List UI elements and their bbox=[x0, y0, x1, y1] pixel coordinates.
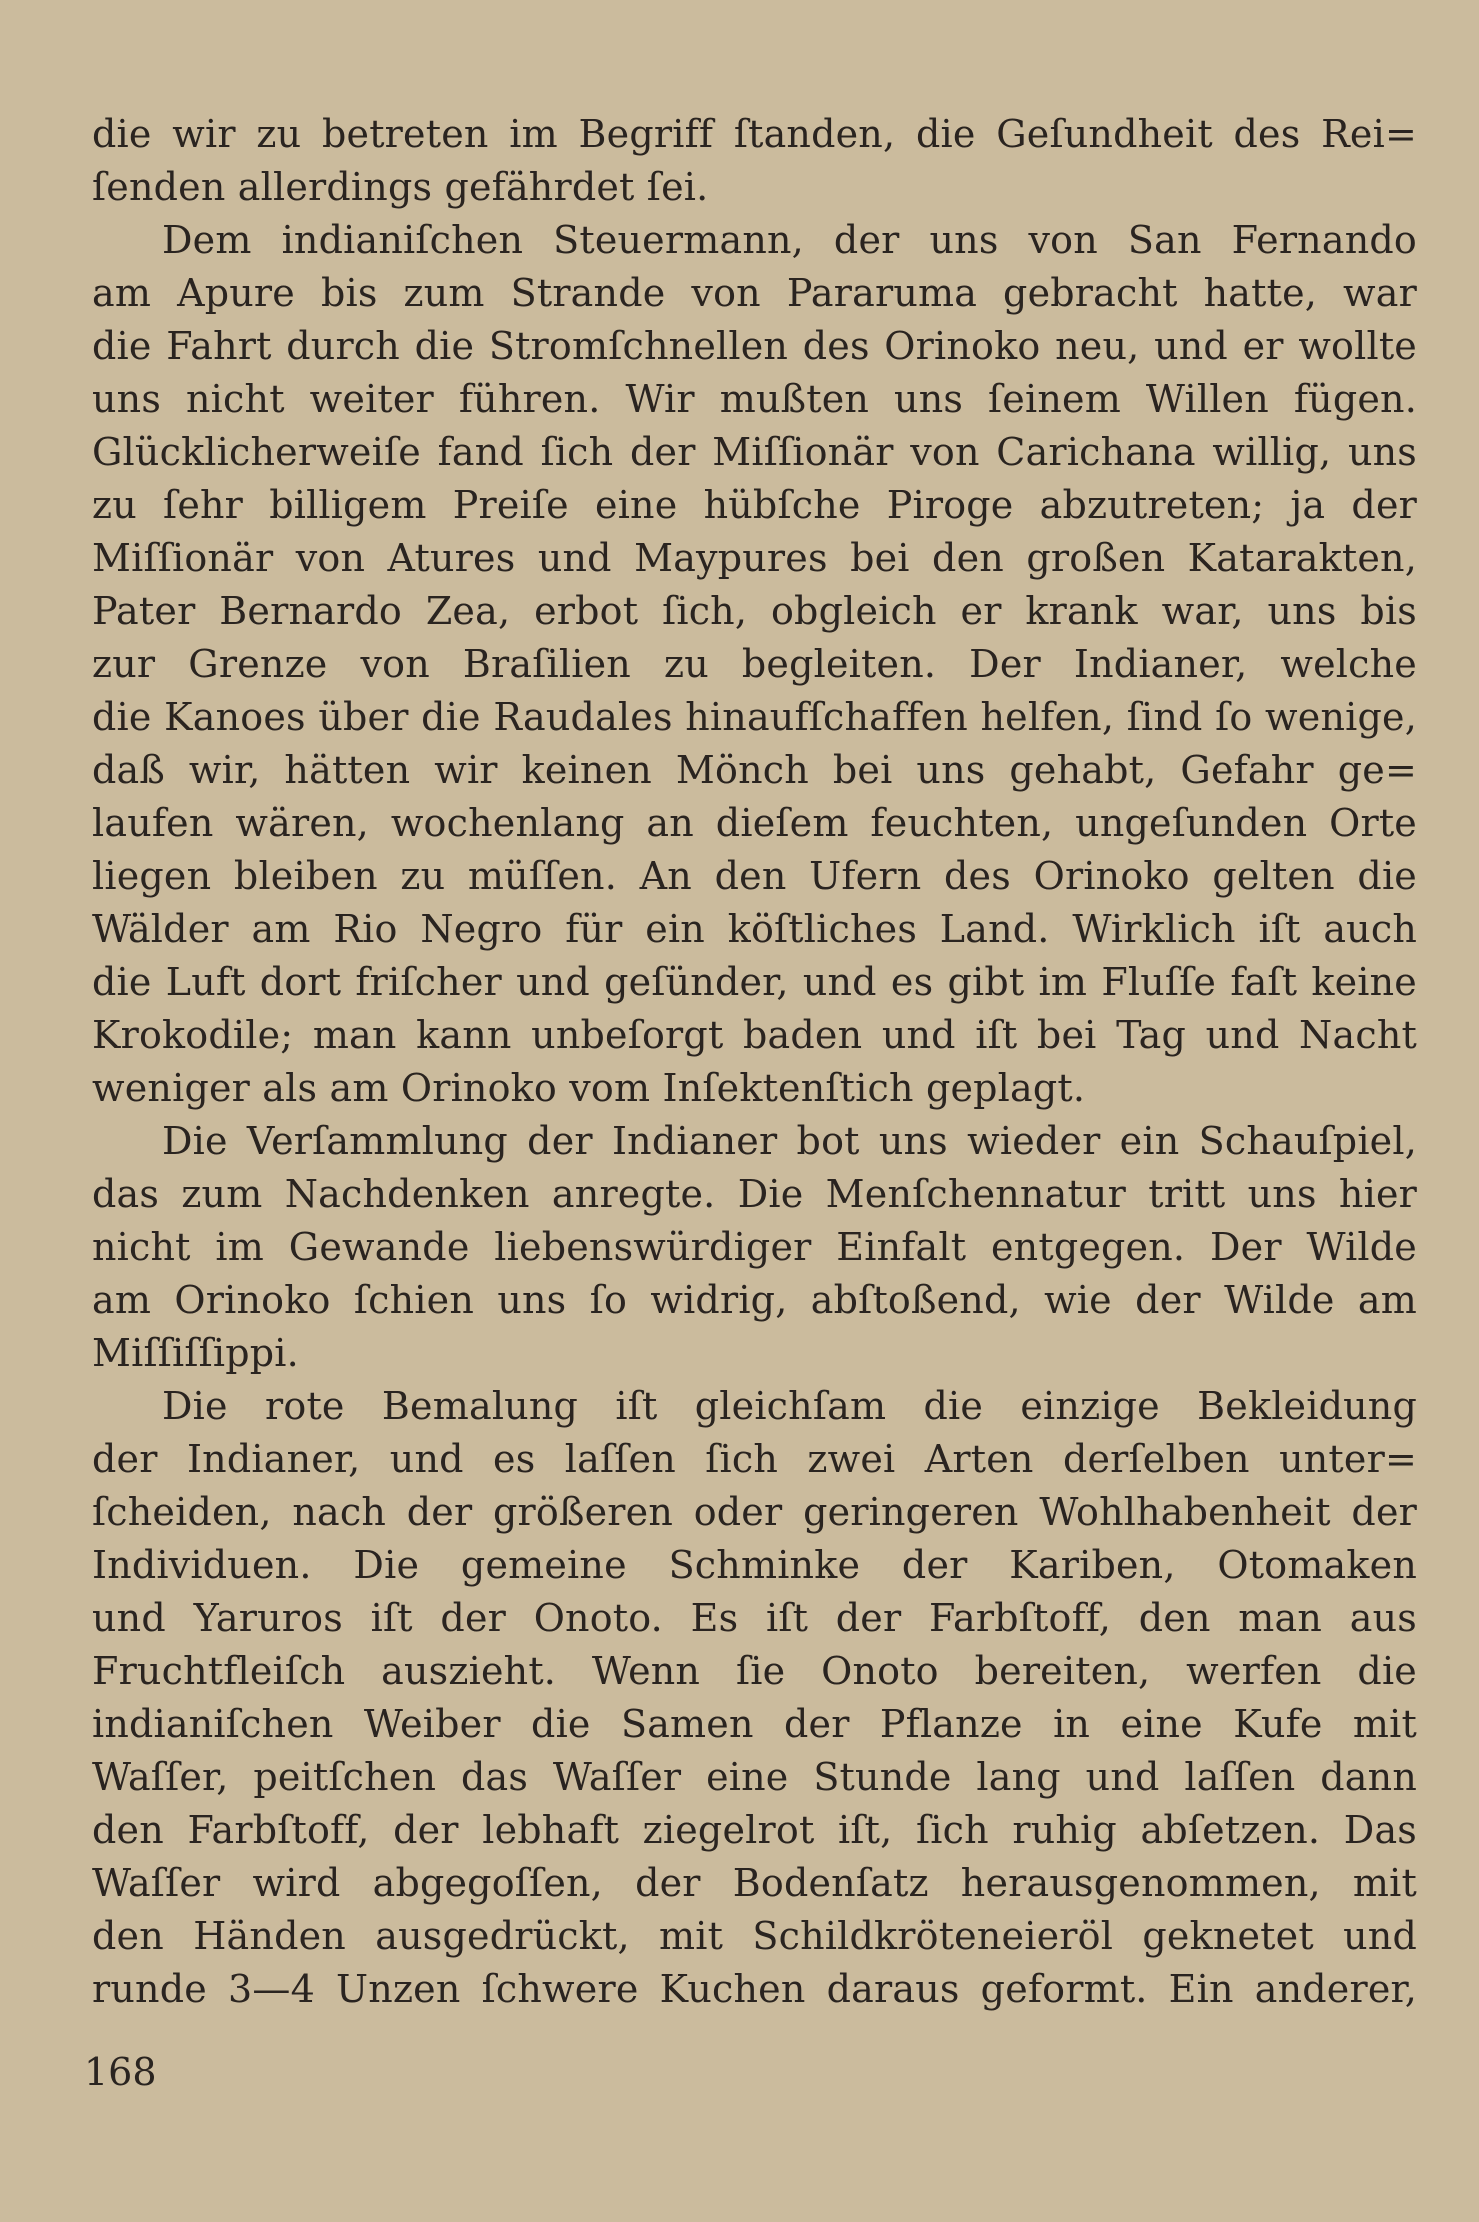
text-line: Individuen. Die gemeine Schminke der Kariben, Otomaken bbox=[92, 1543, 1417, 1587]
text-line: zur Grenze von Braſilien zu begleiten. Der Indianer, welche bbox=[92, 642, 1417, 686]
text-line: Dem indianiſchen Steuermann, der uns von San Fernando bbox=[162, 218, 1417, 262]
page-number: 168 bbox=[84, 2050, 157, 2094]
text-line: Fruchtfleiſch auszieht. Wenn ſie Onoto bereiten, werfen die bbox=[92, 1649, 1417, 1693]
text-line: den Händen ausgedrückt, mit Schildkröteneieröl geknetet und bbox=[92, 1914, 1417, 1958]
text-line: runde 3—4 Unzen ſchwere Kuchen daraus geformt. Ein anderer, bbox=[92, 1967, 1417, 2011]
text-line: die Kanoes über die Raudales hinaufſchaffen helfen, ſind ſo wenige, bbox=[92, 695, 1417, 739]
text-line: Wälder am Rio Negro für ein köſtliches Land. Wirklich iſt auch bbox=[92, 907, 1417, 951]
text-line: Die rote Bemalung iſt gleichſam die einzige Bekleidung bbox=[162, 1384, 1417, 1428]
text-line: Glücklicherweiſe fand ſich der Miſſionär von Carichana willig, uns bbox=[92, 430, 1417, 474]
text-line: laufen wären, wochenlang an dieſem feuchten, ungeſunden Orte bbox=[92, 801, 1417, 845]
text-line: Waſſer wird abgegoſſen, der Bodenſatz herausgenommen, mit bbox=[92, 1861, 1417, 1905]
text-line: weniger als am Orinoko vom Inſektenſtich geplagt. bbox=[92, 1066, 1086, 1110]
text-line: Pater Bernardo Zea, erbot ſich, obgleich er krank war, uns bis bbox=[92, 589, 1417, 633]
text-line: die wir zu betreten im Begriff ſtanden, die Geſundheit des Rei= bbox=[92, 112, 1417, 156]
text-line: Die Verſammlung der Indianer bot uns wieder ein Schauſpiel, bbox=[162, 1119, 1417, 1163]
text-line: Miſſiſſippi. bbox=[92, 1331, 299, 1375]
text-line: Krokodile; man kann unbeſorgt baden und iſt bei Tag und Nacht bbox=[92, 1013, 1417, 1057]
body-text bbox=[92, 108, 1417, 2016]
text-line: am Apure bis zum Strande von Pararuma gebracht hatte, war bbox=[92, 271, 1417, 315]
text-line: die Luft dort friſcher und geſünder, und es gibt im Fluſſe faſt keine bbox=[92, 960, 1417, 1004]
text-line: ſenden allerdings gefährdet ſei. bbox=[92, 165, 709, 209]
text-line: die Fahrt durch die Stromſchnellen des Orinoko neu, und er wollte bbox=[92, 324, 1417, 368]
text-line: Miſſionär von Atures und Maypures bei den großen Katarakten, bbox=[92, 536, 1417, 580]
text-line: liegen bleiben zu müſſen. An den Ufern des Orinoko gelten die bbox=[92, 854, 1417, 898]
text-line: der Indianer, und es laſſen ſich zwei Arten derſelben unter= bbox=[92, 1437, 1417, 1481]
text-line: am Orinoko ſchien uns ſo widrig, abſtoßend, wie der Wilde am bbox=[92, 1278, 1417, 1322]
text-line: nicht im Gewande liebenswürdiger Einfalt entgegen. Der Wilde bbox=[92, 1225, 1417, 1269]
text-line: das zum Nachdenken anregte. Die Menſchennatur tritt uns hier bbox=[92, 1172, 1417, 1216]
text-line: zu ſehr billigem Preiſe eine hübſche Piroge abzutreten; ja der bbox=[92, 483, 1417, 527]
text-line: daß wir, hätten wir keinen Mönch bei uns gehabt, Gefahr ge= bbox=[92, 748, 1417, 792]
text-line: uns nicht weiter führen. Wir mußten uns ſeinem Willen fügen. bbox=[92, 377, 1417, 421]
text-line: ſcheiden, nach der größeren oder geringeren Wohlhabenheit der bbox=[92, 1490, 1417, 1534]
text-line: den Farbſtoff, der lebhaft ziegelrot iſt, ſich ruhig abſetzen. Das bbox=[92, 1808, 1417, 1852]
text-line: Waſſer, peitſchen das Waſſer eine Stunde lang und laſſen dann bbox=[92, 1755, 1417, 1799]
text-line: indianiſchen Weiber die Samen der Pflanze in eine Kufe mit bbox=[92, 1702, 1417, 1746]
text-line: und Yaruros iſt der Onoto. Es iſt der Farbſtoff, den man aus bbox=[92, 1596, 1417, 1640]
